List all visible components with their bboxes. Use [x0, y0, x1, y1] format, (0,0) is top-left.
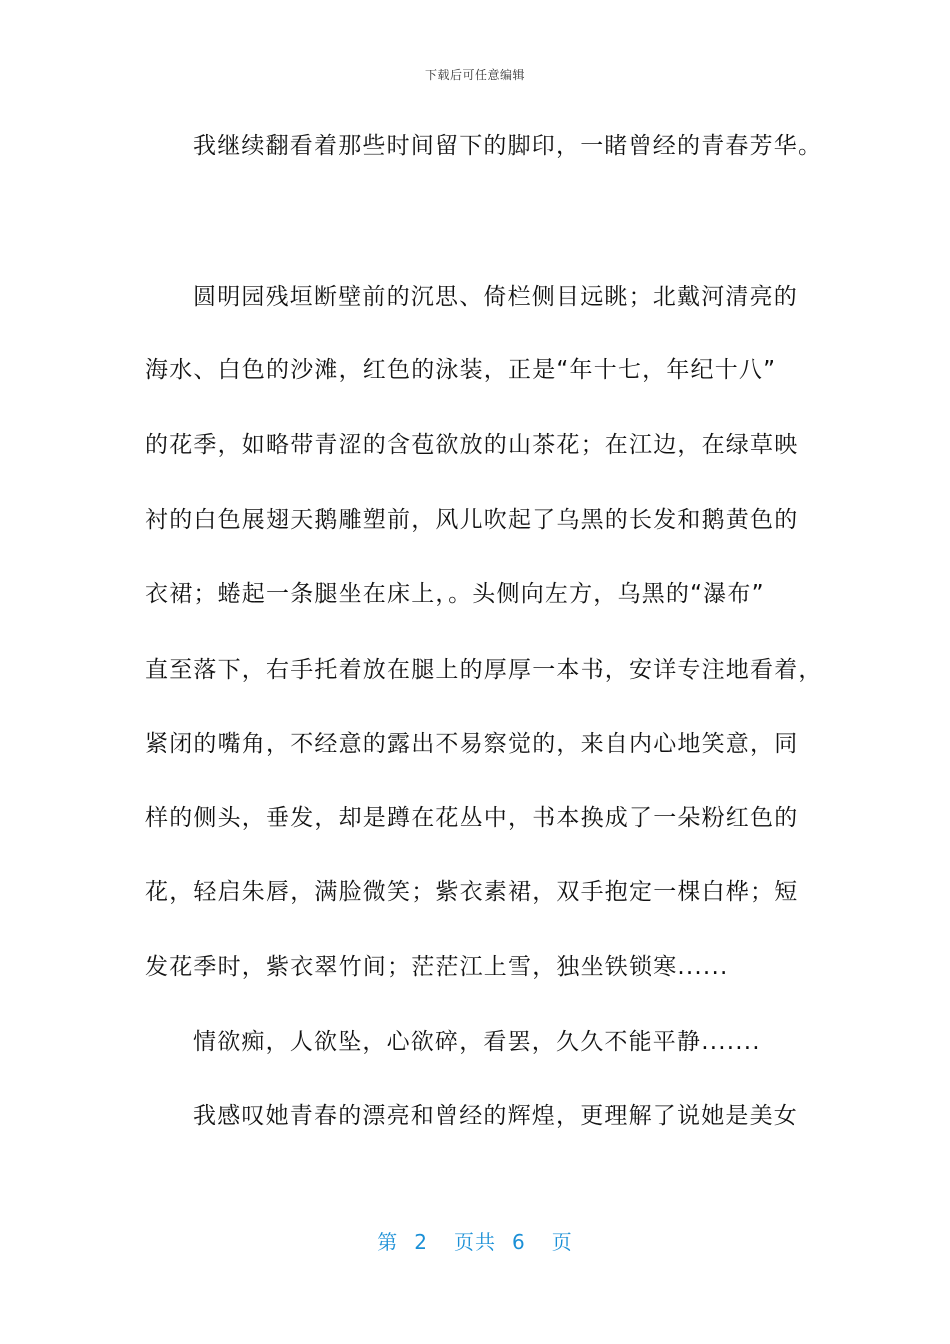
footer-page-label: 第: [377, 1230, 399, 1254]
footer-of-label: 页共: [454, 1230, 496, 1254]
paragraph-line: 的花季，如略带青涩的含苞欲放的山茶花；在江边，在绿草映: [145, 432, 799, 458]
paragraph-line: 我继续翻看着那些时间留下的脚印，一睹曾经的青春芳华。: [193, 133, 823, 159]
paragraph-line: 情欲痴，人欲坠，心欲碎，看罢，久久不能平静.......: [193, 1029, 761, 1055]
paragraph-line: 圆明园残垣断壁前的沉思、倚栏侧目远眺；北戴河清亮的: [193, 284, 798, 310]
paragraph-line: 衣裙；蜷起一条腿坐在床上，。头侧向左方，乌黑的“瀑布”: [145, 581, 765, 607]
footer-end-label: 页: [551, 1230, 573, 1254]
paragraph-line: 海水、白色的沙滩，红色的泳装，正是“年十七，年纪十八”: [145, 357, 777, 383]
paragraph-line: 直至落下，右手托着放在腿上的厚厚一本书，安详专注地看着，: [145, 657, 823, 683]
paragraph-line: 样的侧头，垂发，却是蹲在花丛中，书本换成了一朵粉红色的: [145, 805, 799, 831]
paragraph-line: 发花季时，紫衣翠竹间；茫茫江上雪，独坐铁锁寒......: [145, 954, 729, 980]
page-footer: [0, 1226, 950, 1255]
footer-current-page: 2: [414, 1230, 428, 1254]
page-header: 下载后可任意编辑: [424, 68, 525, 82]
footer-total-pages: 6: [512, 1230, 526, 1254]
paragraph-line: 紧闭的嘴角，不经意的露出不易察觉的，来自内心地笑意，同: [145, 731, 799, 757]
paragraph-line: 我感叹她青春的漂亮和曾经的辉煌，更理解了说她是美女: [193, 1103, 798, 1129]
paragraph-line: 花，轻启朱唇，满脸微笑；紫衣素裙，双手抱定一棵白桦；短: [145, 879, 799, 905]
paragraph-line: 衬的白色展翅天鹅雕塑前，风儿吹起了乌黑的长发和鹅黄色的: [145, 507, 799, 533]
